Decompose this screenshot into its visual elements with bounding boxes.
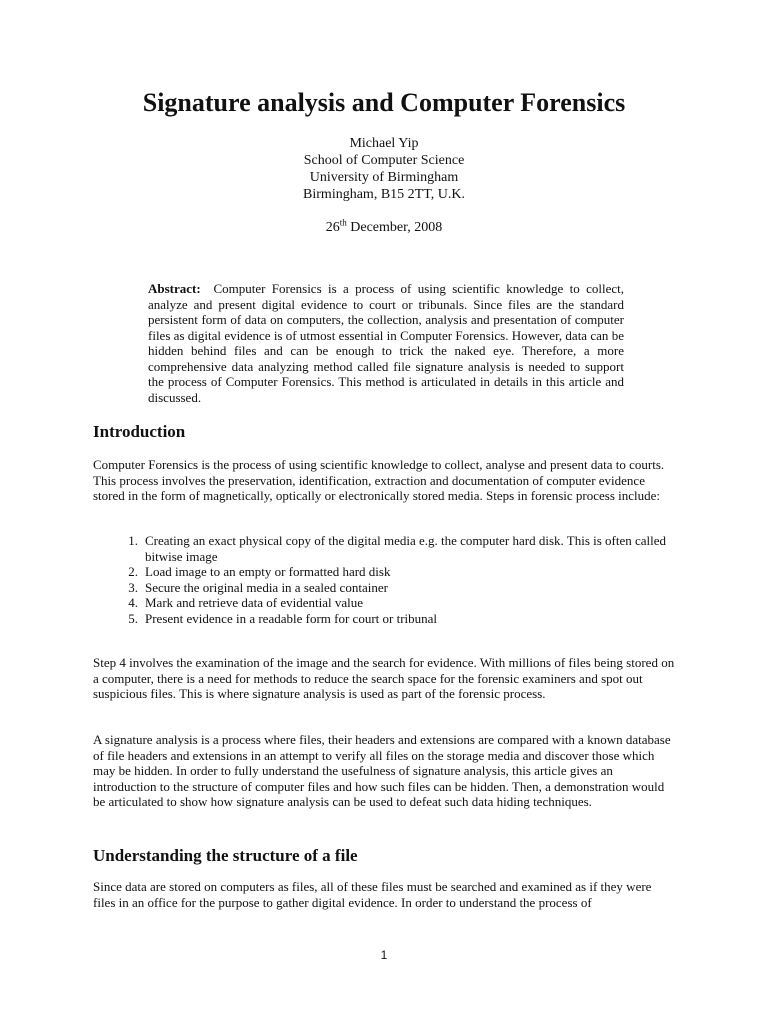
section-heading-file-structure: Understanding the structure of a file bbox=[93, 846, 358, 865]
list-item-number: 2. bbox=[128, 564, 138, 579]
list-item-text: Secure the original media in a sealed container bbox=[145, 579, 388, 595]
list-item-text: Load image to an empty or formatted hard disk bbox=[145, 564, 391, 579]
list-item bbox=[93, 564, 675, 580]
section-heading-introduction: Introduction bbox=[93, 422, 186, 441]
author-address: Birmingham, B15 2TT, U.K. bbox=[303, 187, 465, 202]
list-item bbox=[93, 595, 675, 611]
date-rest: December, 2008 bbox=[346, 220, 443, 235]
date-suffix: th bbox=[339, 217, 347, 228]
list-item bbox=[93, 611, 675, 627]
list-item bbox=[93, 533, 675, 564]
intro-paragraph-2: Step 4 involves the examination of the image and the search for evidence. With millions of files being stored on a computer, there is a need for methods to reduce the search space for the forensic examiners and spot out suspicious files. This is where signature analysis is used as part of the forensic process. bbox=[93, 655, 675, 701]
forensic-steps-list bbox=[93, 533, 675, 626]
abstract-label: Abstract: bbox=[148, 281, 201, 296]
publication-date bbox=[0, 219, 768, 236]
list-item-text: Mark and retrieve data of evidential value bbox=[145, 595, 364, 610]
abstract-text: Computer Forensics is a process of using scientific knowledge to collect, analyze and present digital evidence to court or tribunals. Since files are the standard persistent form of data on computers, the collection, analysis and presentation of computer files as digital evidence is of utmost essential in Computer Forensics. However, data can be hidden behind files and can be enough to trick the naked eye. Therefore, a more comprehensive data analyzing method called file signature analysis is needed to support the process of Computer Forensics. This method is articulated in details in this article and discussed. bbox=[148, 281, 625, 405]
list-item-number: 1. bbox=[128, 533, 138, 548]
list-item-number: 5. bbox=[128, 610, 138, 626]
abstract bbox=[148, 281, 624, 405]
list-item-number: 3. bbox=[128, 579, 138, 595]
list-item-text: Present evidence in a readable form for court or tribunal bbox=[145, 610, 438, 626]
structure-paragraph-1: Since data are stored on computers as files, all of these files must be searched and examined as if they were files in an office for the purpose to gather digital evidence. In order to understand the process of bbox=[93, 879, 652, 910]
intro-paragraph-1: Computer Forensics is the process of using scientific knowledge to collect, analyse and present data to courts. This process involves the preservation, identification, extraction and documentation of computer evidence stored in the form of magnetically, optically or electronically stored media. Steps in forensic process include: bbox=[93, 457, 665, 503]
list-item bbox=[93, 580, 675, 596]
author-department: School of Computer Science bbox=[303, 153, 465, 168]
paper-title: Signature analysis and Computer Forensics bbox=[142, 88, 626, 117]
author-name: Michael Yip bbox=[349, 136, 419, 151]
list-item-text: Creating an exact physical copy of the digital media e.g. the computer hard disk. This is often called bitwise image bbox=[145, 533, 667, 564]
list-item-number: 4. bbox=[128, 595, 138, 610]
intro-paragraph-3: A signature analysis is a process where files, their headers and extensions are compared with a known database of file headers and extensions in an attempt to verify all files on the storage media and discover those which may be hidden. In order to fully understand the usefulness of signature analysis, this article gives an introduction to the structure of computer files and how such files can be hidden. Then, a demonstration would be articulated to show how signature analysis can be used to defeat such data hiding techniques. bbox=[93, 732, 671, 809]
date-day: 26 bbox=[325, 220, 340, 235]
author-university: University of Birmingham bbox=[309, 170, 459, 185]
page-number: 1 bbox=[380, 948, 388, 962]
author-block bbox=[0, 135, 768, 203]
